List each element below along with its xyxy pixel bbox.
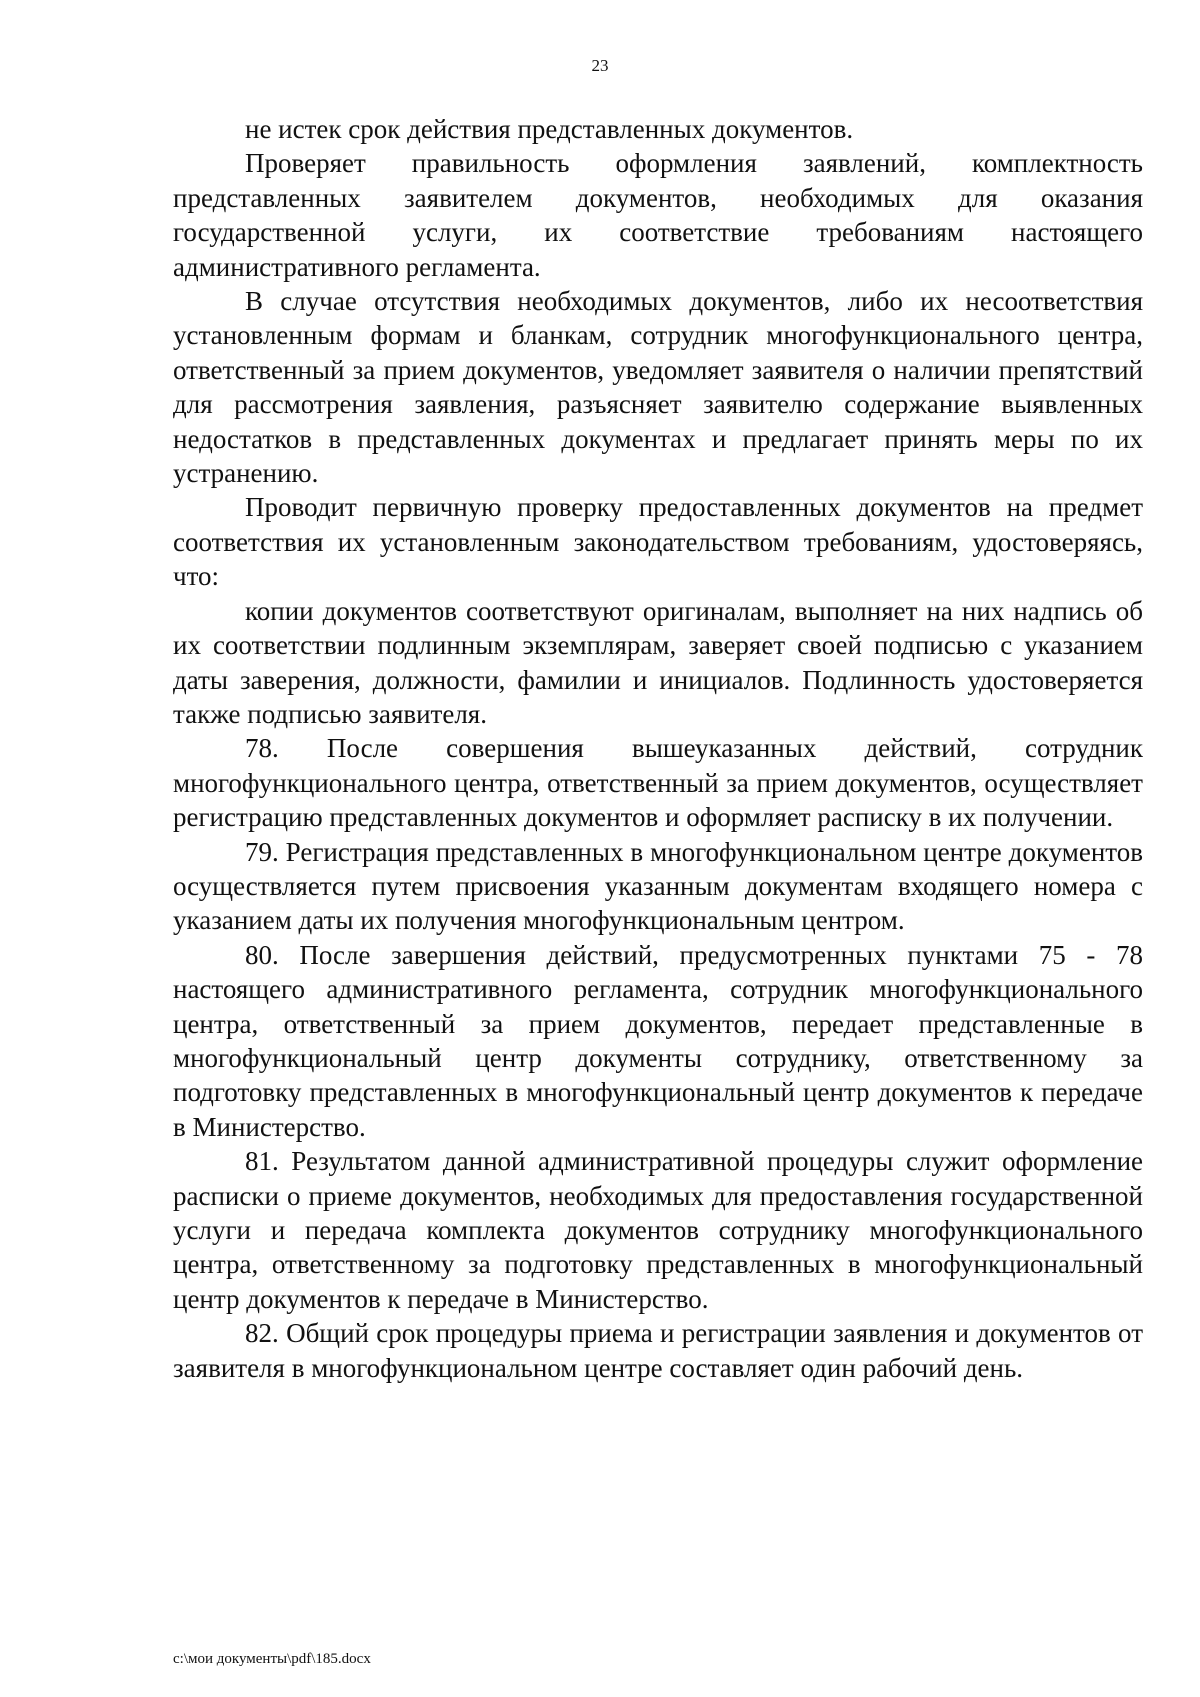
paragraph-initial-check: Проводит первичную проверку предоставленных документов на предмет соответствия их установленным законодательством требованиям, удостоверяясь, что:	[173, 492, 1143, 592]
paragraph-missing-documents: В случае отсутствия необходимых документов, либо их несоответствия установленным формам и бланкам, сотрудник многофункционального центра, ответственный за прием документов, уведомляет заявителя о наличии препятствий для рассмотрения заявления, разъясняет заявителю содержание выявленных недостатков в представленных документах и предлагает принять меры по их устранению.	[173, 286, 1143, 489]
document-body	[173, 112, 1143, 1385]
paragraph-item-82: 82. Общий срок процедуры приема и регистрации заявления и документов от заявителя в многофункциональном центре составляет один рабочий день.	[173, 1318, 1143, 1383]
paragraph-copies-verification: копии документов соответствуют оригиналам, выполняет на них надпись об их соответствии подлинным экземплярам, заверяет своей подписью с указанием даты заверения, должности, фамилии и инициалов. Подлинность удостоверяется также подписью заявителя.	[173, 595, 1143, 729]
paragraph-item-81: 81. Результатом данной административной процедуры служит оформление расписки о приеме документов, необходимых для предоставления государственной услуги и передача комплекта документов сотруднику многофункционального центра, ответственному за подготовку представленных в многофункциональный центр документов к передаче в Министерство.	[173, 1146, 1143, 1314]
paragraph-document-validity: не истек срок действия представленных документов.	[245, 114, 854, 144]
paragraph-item-80: 80. После завершения действий, предусмотренных пунктами 75 - 78 настоящего административного регламента, сотрудник многофункционального центра, ответственный за прием документов, передает представленные в многофункциональный центр документы сотруднику, ответственному за подготовку представленных в многофункциональный центр документов к передаче в Министерство.	[173, 939, 1143, 1142]
page-number: 23	[591, 56, 609, 75]
paragraph-item-79: 79. Регистрация представленных в многофункциональном центре документов осуществляется путем присвоения указанным документам входящего номера с указанием даты их получения многофункциональным центром.	[173, 836, 1143, 936]
paragraph-item-78: 78. После совершения вышеуказанных действий, сотрудник многофункционального центра, ответственный за прием документов, осуществляет регистрацию представленных документов и оформляет расписку в их получении.	[173, 733, 1143, 833]
footer-file-path: c:\мои документы\pdf\185.docx	[173, 1651, 371, 1667]
paragraph-check-correctness: Проверяет правильность оформления заявлений, комплектность представленных заявителем документов, необходимых для оказания государственной услуги, их соответствие требованиям настоящего административного регламента.	[173, 148, 1143, 282]
